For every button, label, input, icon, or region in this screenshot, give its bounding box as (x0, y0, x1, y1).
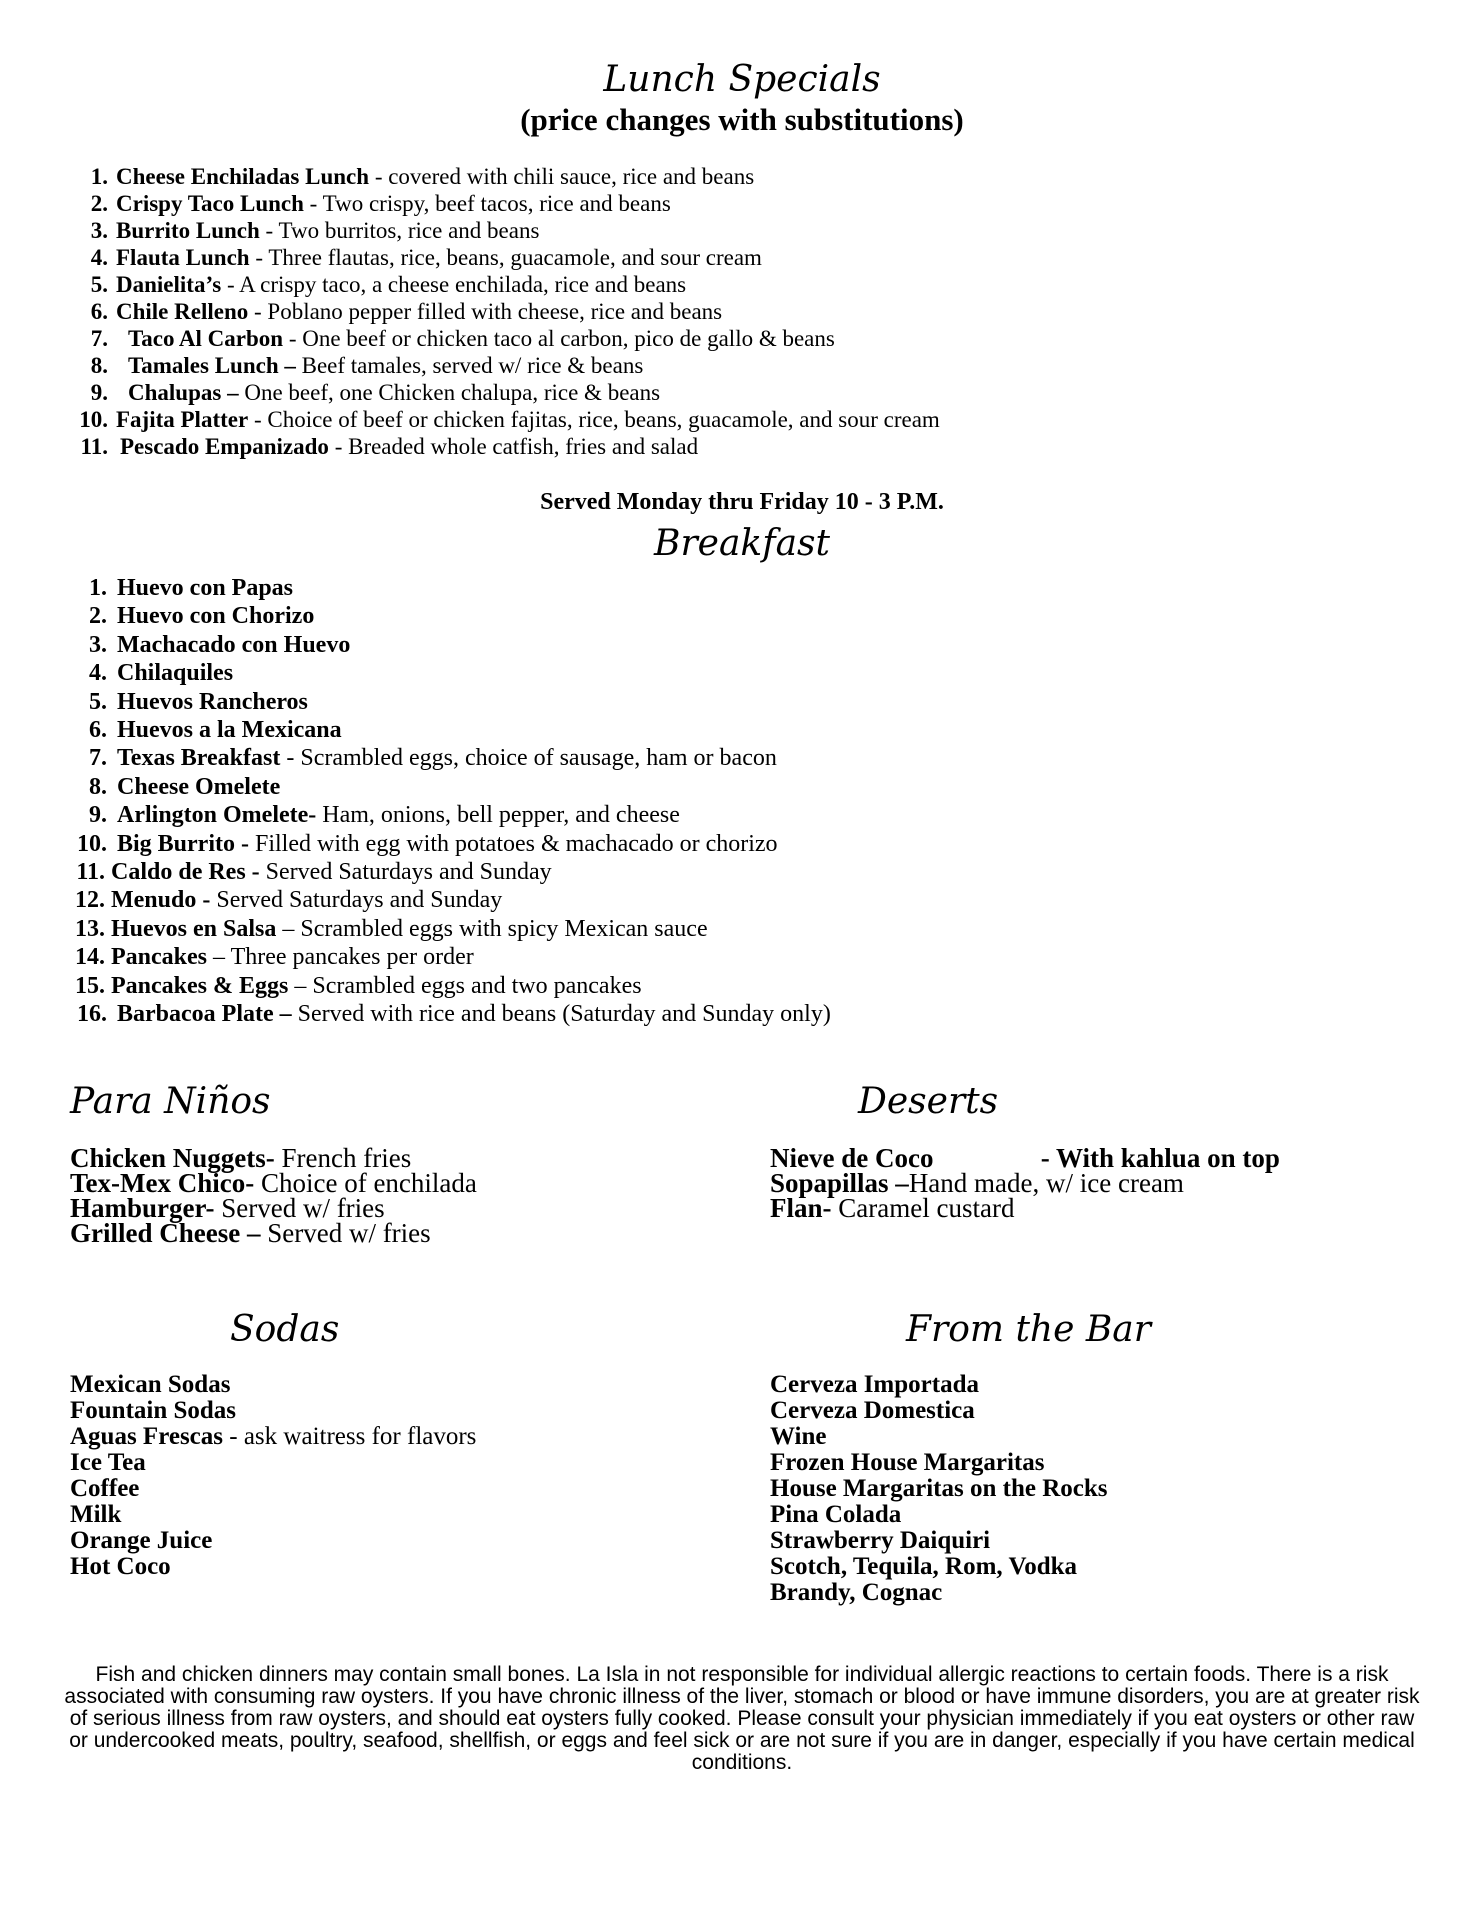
item-name: Mexican Sodas (70, 1371, 231, 1398)
item-number: 3. (89, 631, 107, 658)
kids-menu-list (70, 1143, 477, 1248)
item-description: Served with rice and beans (Saturday and Sunday only) (291, 1001, 831, 1028)
item-description: Beef tamales, served w/ rice & beans (295, 353, 644, 378)
breakfast-title: Breakfast (654, 523, 830, 564)
bar-list (770, 1372, 1107, 1606)
item-number: 7. (89, 745, 107, 772)
list-item: Cerveza Importada (770, 1371, 979, 1398)
item-name: Danielita’s (116, 272, 222, 297)
item-description: Ham, onions, bell pepper, and cheese (316, 802, 680, 829)
item-description: One beef, one Chicken chalupa, rice & beans (238, 380, 661, 405)
item-name: Huevo con Chorizo (117, 603, 315, 630)
item-number: 6. (90, 299, 108, 324)
item-name: Arlington Omelete- (117, 802, 317, 829)
item-name: Hot Coco (70, 1553, 171, 1580)
list-item (70, 1398, 476, 1424)
list-item (90, 352, 940, 379)
list-item (70, 1450, 476, 1476)
item-number: 16. (77, 1001, 107, 1028)
item-number: 7. (90, 326, 108, 351)
list-item (89, 773, 831, 801)
lunch-specials-title: Lunch Specials (603, 59, 881, 100)
list-item (70, 1502, 476, 1528)
list-item (75, 943, 831, 971)
item-name: Barbacoa Plate – (117, 1001, 292, 1028)
list-item (70, 1528, 476, 1554)
list-item: Pina Colada (770, 1501, 902, 1528)
list-item (89, 688, 831, 716)
item-number: 9. (89, 802, 107, 829)
list-item (90, 163, 940, 190)
deserts-list (770, 1143, 1280, 1223)
item-description: Served w/ fries (260, 1218, 431, 1248)
kids-menu-title: Para Niños (70, 1081, 271, 1122)
item-number: 13. (75, 915, 105, 942)
list-item (770, 1193, 1280, 1223)
lunch-specials-subtitle: (price changes with substitutions) (520, 102, 964, 137)
list-item (90, 298, 940, 325)
item-name: Flan- (770, 1193, 832, 1223)
item-number: 14. (75, 944, 105, 971)
list-item: Wine (770, 1423, 827, 1450)
list-item: Strawberry Daiquiri (770, 1527, 991, 1554)
list-item (75, 972, 831, 1000)
list-item (90, 325, 940, 352)
item-description: - Choice of beef or chicken fajitas, rice, beans, guacamole, and sour cream (248, 407, 940, 432)
item-name: Machacado con Huevo (117, 631, 351, 658)
sodas-title: Sodas (230, 1309, 340, 1350)
list-item (70, 1372, 476, 1398)
item-name: Grilled Cheese – (70, 1218, 261, 1248)
item-description: - Poblano pepper filled with cheese, rice and beans (248, 299, 723, 324)
item-name: Chilaquiles (117, 660, 234, 687)
item-name: Nieve de Coco (770, 1143, 934, 1173)
item-name: Huevos en Salsa (111, 915, 277, 942)
item-description: - Two burritos, rice and beans (259, 218, 540, 243)
item-description: - Breaded whole catfish, fries and salad (328, 434, 699, 459)
item-description: - Two crispy, beef tacos, rice and beans (303, 191, 671, 216)
list-item (89, 602, 831, 630)
item-number: 4. (89, 660, 107, 687)
item-number: 1. (90, 164, 108, 189)
item-name: Sopapillas – (770, 1168, 909, 1198)
item-name: Coffee (70, 1475, 140, 1502)
item-number: 6. (89, 717, 107, 744)
item-name: Huevo con Papas (117, 575, 294, 601)
item-name: Tamales Lunch – (128, 353, 296, 378)
item-name: Caldo de Res - (111, 859, 260, 886)
item-number: 10. (79, 407, 108, 432)
item-description: Filled with egg with potatoes & machacado or chorizo (249, 830, 778, 857)
list-item (70, 1218, 477, 1248)
item-description: - ask waitress for flavors (223, 1423, 477, 1450)
item-description: - One beef or chicken taco al carbon, pico de gallo & beans (283, 326, 835, 351)
deserts-title: Deserts (858, 1081, 999, 1122)
item-name: Taco Al Carbon (128, 326, 284, 351)
item-description: - A crispy taco, a cheese enchilada, rice and beans (221, 272, 687, 297)
item-name: Chile Relleno (116, 299, 249, 324)
item-name: Huevos a la Mexicana (117, 717, 342, 744)
item-name: Aguas Frescas (70, 1423, 224, 1450)
list-item (70, 1554, 476, 1580)
item-description: Choice of enchilada (254, 1168, 477, 1198)
item-name: Tex-Mex Chico- (70, 1168, 255, 1198)
item-name: Burrito Lunch (116, 218, 260, 243)
item-number: 1. (89, 575, 107, 601)
item-description: Served Saturdays and Sunday (259, 859, 552, 886)
served-hours: Served Monday thru Friday 10 - 3 P.M. (540, 489, 944, 515)
item-number: 8. (89, 773, 107, 800)
item-number: 5. (89, 688, 107, 715)
item-name: Flauta Lunch (116, 245, 250, 270)
lunch-specials-list (79, 163, 940, 460)
list-item (89, 631, 831, 659)
item-number: 8. (90, 353, 108, 378)
item-name: Cheese Omelete (117, 773, 281, 800)
item-name: Big Burrito - (117, 830, 249, 857)
list-item (90, 190, 940, 217)
item-name: Pancakes & Eggs (111, 972, 289, 999)
list-item (89, 716, 831, 744)
item-name: Pescado Empanizado (120, 434, 329, 459)
item-name: Milk (70, 1501, 122, 1528)
item-number: 2. (89, 603, 107, 630)
list-item (79, 406, 940, 433)
list-item (70, 1424, 476, 1450)
item-description: Caramel custard (831, 1193, 1015, 1223)
list-item: Cerveza Domestica (770, 1397, 975, 1424)
item-name: Pancakes (111, 944, 207, 971)
item-description: – Scrambled eggs and two pancakes (288, 972, 642, 999)
list-item (77, 1000, 831, 1028)
item-description: – Scrambled eggs with spicy Mexican sauce (276, 915, 708, 942)
list-item: Scotch, Tequila, Rom, Vodka (770, 1553, 1078, 1580)
item-name: Texas Breakfast (117, 745, 281, 772)
sodas-list (70, 1372, 476, 1580)
item-name: Cheese Enchiladas Lunch (116, 164, 370, 189)
item-number: 10. (77, 830, 107, 857)
list-item: Frozen House Margaritas (770, 1449, 1045, 1476)
item-number: 11. (80, 434, 108, 459)
item-name: Hamburger- (70, 1193, 215, 1223)
list-item (77, 830, 831, 858)
item-name: Fountain Sodas (70, 1397, 237, 1424)
item-number: 3. (90, 218, 108, 243)
list-item (80, 433, 940, 460)
breakfast-list (75, 574, 831, 1029)
item-description: – Three pancakes per order (207, 944, 474, 971)
bar-title: From the Bar (906, 1309, 1151, 1350)
list-item (75, 915, 831, 943)
item-number: 12. (75, 887, 105, 914)
item-description: Served w/ fries (214, 1193, 385, 1223)
item-number: 4. (90, 245, 108, 270)
item-number: 15. (75, 972, 105, 999)
list-item (90, 379, 940, 406)
item-description: - With kahlua on top (1034, 1143, 1280, 1173)
list-item (70, 1476, 476, 1502)
item-description: Served Saturdays and Sunday (210, 887, 503, 914)
item-name: Ice Tea (70, 1449, 146, 1476)
item-number: 2. (90, 191, 108, 216)
item-description: French fries (274, 1143, 412, 1173)
list-item (90, 244, 940, 271)
item-number: 5. (90, 272, 108, 297)
list-item (90, 217, 940, 244)
list-item: House Margaritas on the Rocks (770, 1475, 1108, 1502)
item-description: - Scrambled eggs, choice of sausage, ham or bacon (280, 745, 777, 772)
item-number: 11. (76, 859, 105, 886)
item-name: Huevos Rancheros (117, 688, 308, 715)
item-number: 9. (90, 380, 108, 405)
item-description: Hand made, w/ ice cream (908, 1168, 1184, 1198)
disclaimer: Fish and chicken dinners may contain small bones. La Isla in not responsible for individual allergic reactions to certain foods. There is a risk associated with consuming raw oysters. If you have chronic illness of the liver, stomach or blood or have immune disorders, you are at greater risk of serious illness from raw oysters, and should eat oysters fully cooked. Please consult your physician immediately if you eat oysters or other raw or undercooked meats, poultry, seafood, shellfish, or eggs and feel sick or are not sure if you are in danger, especially if you have certain medical conditions. (64, 1663, 1420, 1774)
list-item (90, 271, 940, 298)
item-name: Orange Juice (70, 1527, 213, 1554)
list-item (75, 886, 831, 914)
list-item (89, 801, 831, 829)
item-description: - covered with chili sauce, rice and beans (369, 164, 755, 189)
list-item (89, 574, 831, 602)
item-name: Crispy Taco Lunch (116, 191, 304, 216)
item-name: Menudo - (111, 887, 211, 914)
item-name: Fajita Platter (116, 407, 249, 432)
item-description: - Three flautas, rice, beans, guacamole, and sour cream (249, 245, 762, 270)
item-name: Chalupas – (128, 380, 239, 405)
list-item (76, 858, 831, 886)
list-item (89, 744, 831, 772)
list-item: Brandy, Cognac (770, 1579, 943, 1606)
list-item (89, 659, 831, 687)
item-name: Chicken Nuggets- (70, 1143, 275, 1173)
